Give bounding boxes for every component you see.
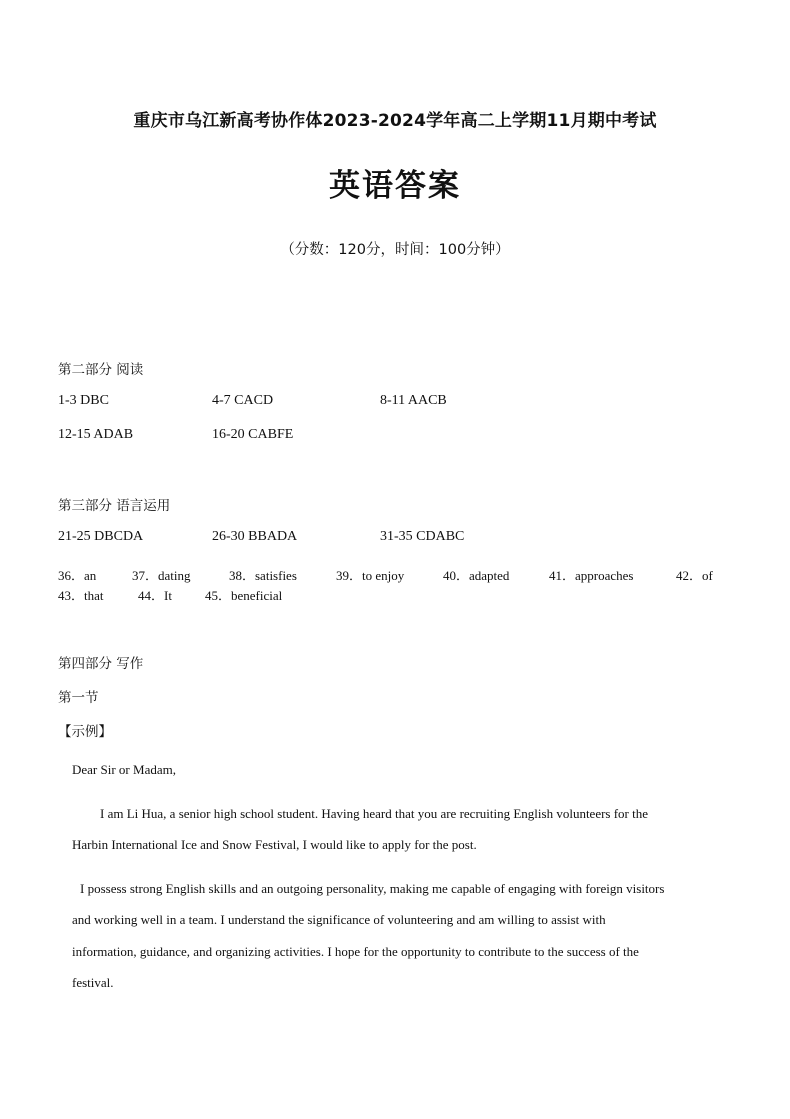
blank-answer: 45．beneficial [205,588,283,603]
answer-group: 26-30 BBADA [212,529,298,544]
blank-answer: 36．an [58,568,97,583]
blank-answer: 39．to enjoy [336,568,405,583]
letter-line: I possess strong English skills and an outgoing personality, making me capable of engaging with foreign visitors [80,881,665,896]
letter-salutation: Dear Sir or Madam, [72,762,176,777]
letter-line: I am Li Hua, a senior high school student. Having heard that you are recruiting English volunteers for the [100,806,649,821]
score-time-line: （分数：120分，时间：100分钟） [280,242,510,258]
letter-line: and working well in a team. I understand the significance of volunteering and am willing to assist with [72,912,606,927]
document-title: 重庆市乌江新高考协作体2023-2024学年高二上学期11月期中考试 [133,111,657,131]
answer-group: 8-11 AACB [380,393,447,408]
blank-answer: 38．satisfies [229,568,297,583]
blank-answer: 44．It [138,588,172,603]
letter-line: Harbin International Ice and Snow Festival, I would like to apply for the post. [72,837,477,852]
writing-heading: 第四部分 写作 [58,656,144,672]
answer-group: 12-15 ADAB [58,427,134,442]
writing-section-label: 第一节 [58,690,99,706]
reading-heading: 第二部分 阅读 [58,362,144,378]
answer-group: 4-7 CACD [212,393,274,408]
document-subtitle: 英语答案 [329,168,461,204]
letter-line: festival. [72,975,114,990]
letter-line: information, guidance, and organizing activities. I hope for the opportunity to contribute to the success of the [72,944,639,959]
answer-group: 31-35 CDABC [380,529,465,544]
example-label: 【示例】 [58,724,112,740]
blank-answer: 37．dating [132,568,191,583]
answer-group: 1-3 DBC [58,393,109,408]
language-use-heading: 第三部分 语言运用 [58,498,171,514]
blank-answer: 41．approaches [549,568,634,583]
blank-answer: 43．that [58,588,104,603]
blank-answer: 40．adapted [443,568,510,583]
blank-answer: 42．of [676,568,713,583]
answer-group: 21-25 DBCDA [58,529,144,544]
answer-group: 16-20 CABFE [212,427,294,442]
